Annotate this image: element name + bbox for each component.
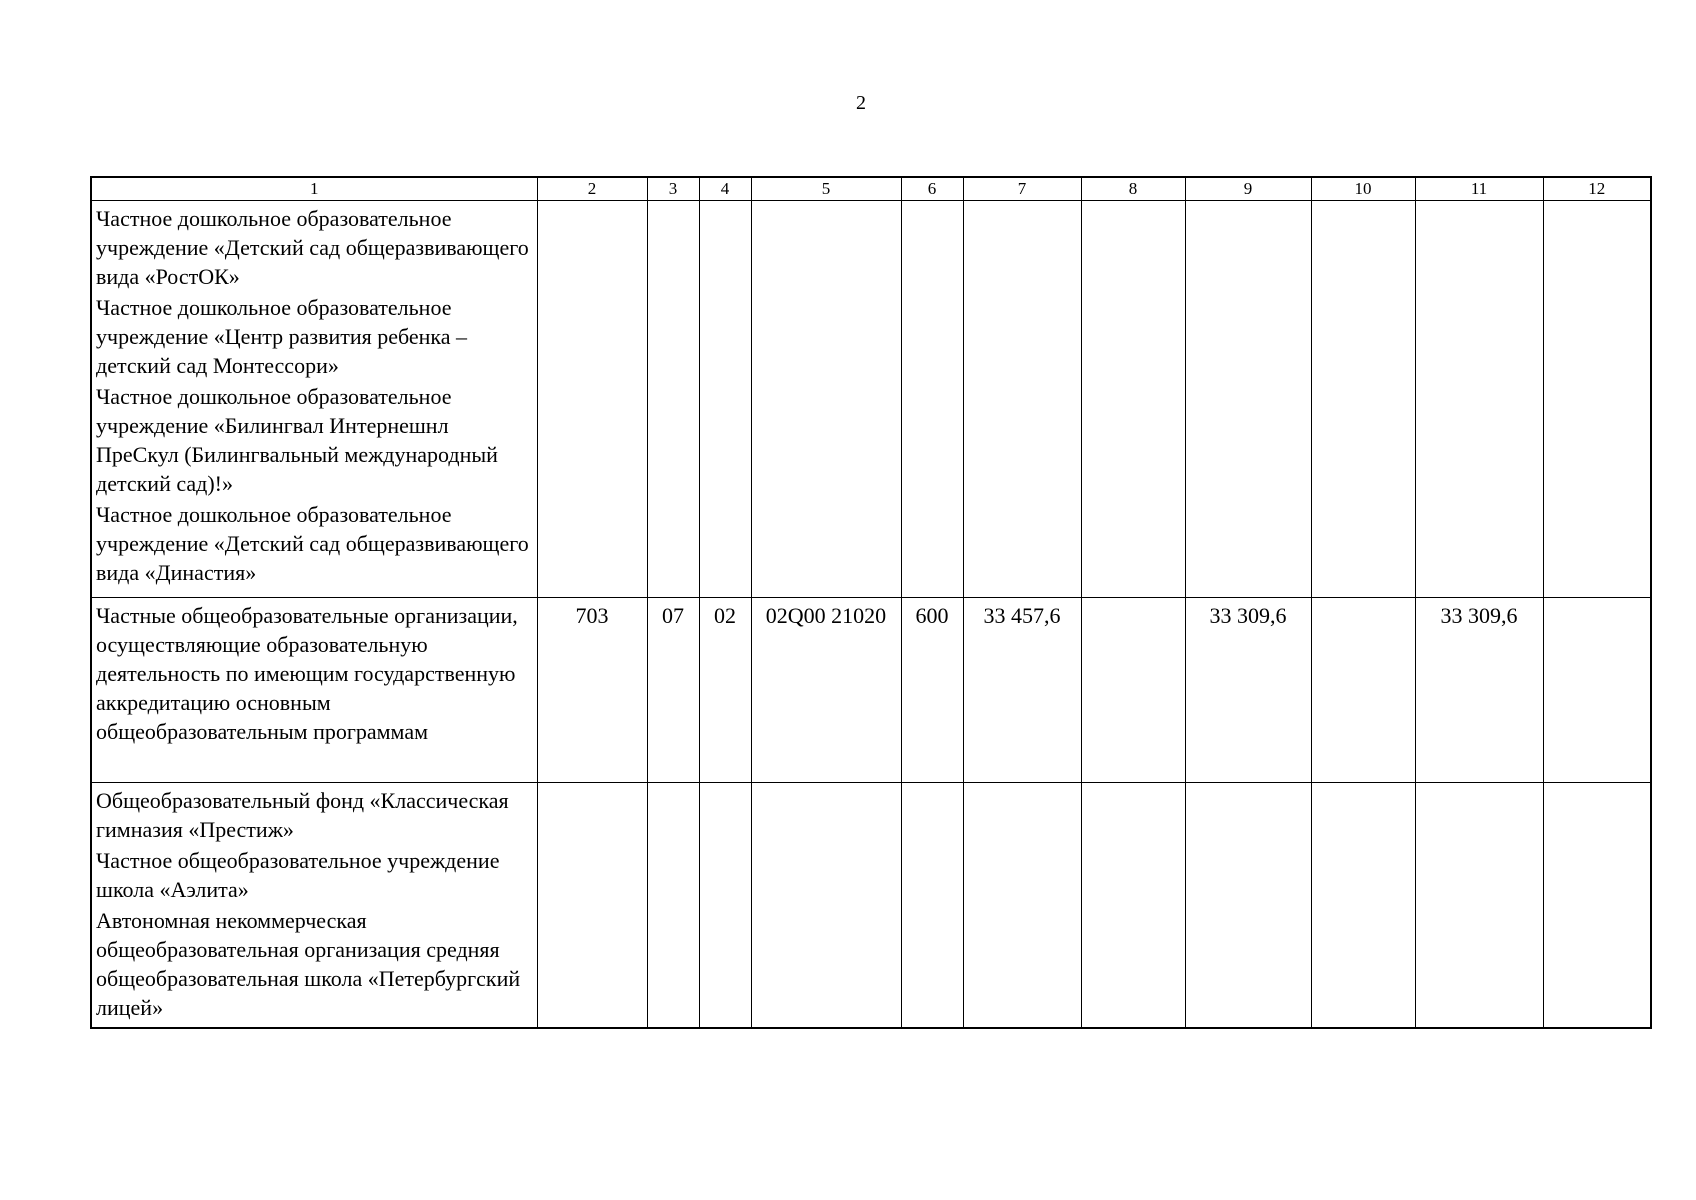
table-row (91, 598, 1651, 783)
column-header-9: 9 (1185, 177, 1311, 201)
column-header-6: 6 (901, 177, 963, 201)
cell-col-9 (1185, 783, 1311, 1029)
cell-col-4: 02 (699, 598, 751, 783)
organization-name: Частное дошкольное образовательное учреждение «Центр развития ребенка – детский сад Монтессори» (96, 295, 468, 378)
cell-col-12 (1543, 201, 1651, 598)
cell-col-12 (1543, 783, 1651, 1029)
cell-col-6: 600 (901, 598, 963, 783)
cell-col-9 (1185, 201, 1311, 598)
cell-col-8 (1081, 201, 1185, 598)
organization-name-cell (91, 598, 537, 783)
organization-name: Частное общеобразовательное учреждение школа «Аэлита» (96, 848, 500, 902)
cell-col-2 (537, 783, 647, 1029)
cell-col-2: 703 (537, 598, 647, 783)
cell-col-10 (1311, 783, 1415, 1029)
cell-col-10 (1311, 201, 1415, 598)
cell-col-2 (537, 201, 647, 598)
column-header-12: 12 (1543, 177, 1651, 201)
cell-col-7: 33 457,6 (963, 598, 1081, 783)
table-row (91, 201, 1651, 598)
cell-col-11 (1415, 201, 1543, 598)
cell-col-4 (699, 201, 751, 598)
column-header-5: 5 (751, 177, 901, 201)
cell-col-6 (901, 783, 963, 1029)
column-header-3: 3 (647, 177, 699, 201)
cell-col-9: 33 309,6 (1185, 598, 1311, 783)
organization-name: Частное дошкольное образовательное учреждение «Детский сад общеразвивающего вида «Династия» (96, 502, 529, 585)
page-number: 2 (856, 92, 866, 114)
organization-name: Частное дошкольное образовательное учреждение «Билингвал Интернешнл ПреСкул (Билингвальный международный детский сад)!» (96, 384, 498, 496)
cell-col-7 (963, 201, 1081, 598)
budget-table (90, 176, 1652, 1029)
cell-col-3 (647, 783, 699, 1029)
header-row (91, 177, 1651, 201)
cell-col-5 (751, 783, 901, 1029)
cell-col-8 (1081, 598, 1185, 783)
cell-col-10 (1311, 598, 1415, 783)
organization-name: Общеобразовательный фонд «Классическая гимназия «Престиж» (96, 788, 509, 842)
cell-col-4 (699, 783, 751, 1029)
organization-name-cell (91, 783, 537, 1029)
table-row (91, 783, 1651, 1029)
column-header-4: 4 (699, 177, 751, 201)
cell-col-12 (1543, 598, 1651, 783)
organization-name: Частные общеобразовательные организации, осуществляющие образовательную деятельность по имеющим государственную аккредитацию основным общеобразовательным программам (96, 603, 518, 744)
cell-col-5: 02Q00 21020 (751, 598, 901, 783)
column-header-2: 2 (537, 177, 647, 201)
column-header-8: 8 (1081, 177, 1185, 201)
cell-col-8 (1081, 783, 1185, 1029)
cell-col-11 (1415, 783, 1543, 1029)
organization-name: Частное дошкольное образовательное учреждение «Детский сад общеразвивающего вида «РостОК» (96, 206, 529, 289)
cell-col-5 (751, 201, 901, 598)
column-header-7: 7 (963, 177, 1081, 201)
column-header-10: 10 (1311, 177, 1415, 201)
cell-col-6 (901, 201, 963, 598)
cell-col-3: 07 (647, 598, 699, 783)
cell-col-7 (963, 783, 1081, 1029)
organization-name-cell (91, 201, 537, 598)
cell-col-11: 33 309,6 (1415, 598, 1543, 783)
cell-col-3 (647, 201, 699, 598)
column-header-1: 1 (91, 177, 537, 201)
organization-name: Автономная некоммерческая общеобразовательная организация средняя общеобразовательная школа «Петербургский лицей» (96, 908, 521, 1020)
column-header-11: 11 (1415, 177, 1543, 201)
